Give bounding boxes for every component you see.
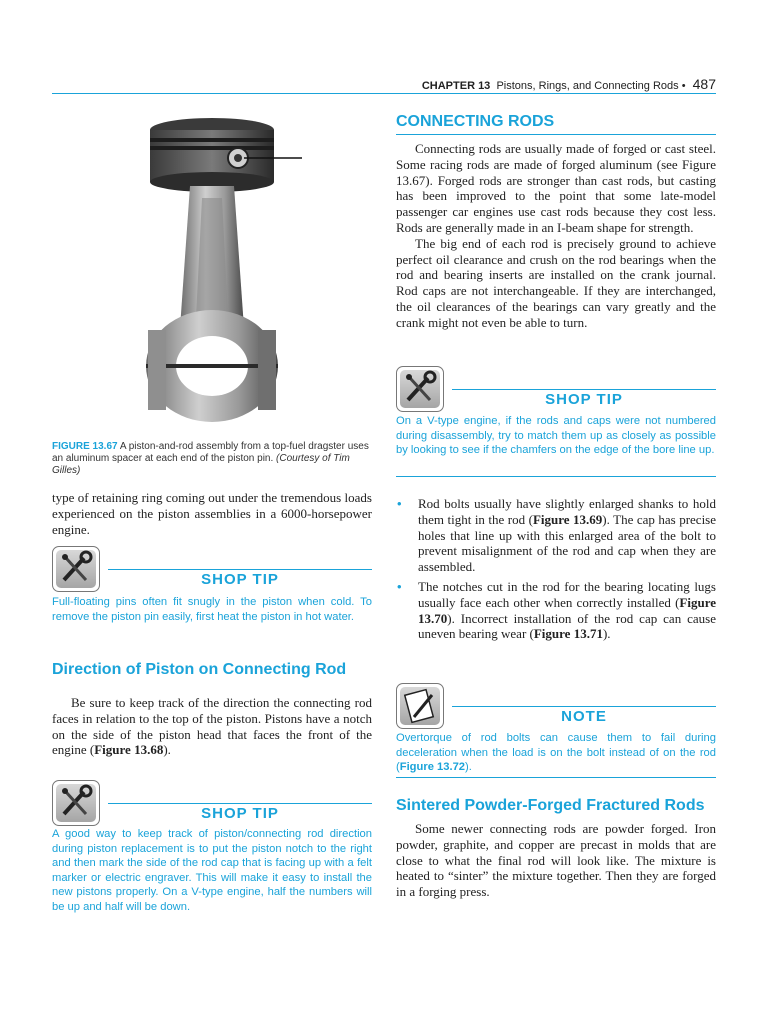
note-box [396, 683, 716, 781]
tip-rule [452, 389, 716, 390]
note-end: ). [465, 761, 472, 774]
left-intro-text: type of retaining ring coming out under the tremendous loads experienced on the piston assemblies in a 6000-horsepower engine. [52, 490, 372, 537]
section-heading: CONNECTING RODS [396, 113, 555, 130]
figure-caption-text: A piston-and-rod assembly from a top-fuel dragster uses an aluminum spacer at each end of the piston pin. [52, 441, 369, 464]
wrench-screwdriver-icon [52, 780, 100, 826]
bullet-list [396, 496, 716, 642]
shop-tip-2 [52, 780, 372, 920]
notepad-pencil-icon [396, 683, 444, 729]
figure-caption [52, 441, 370, 477]
piston-rod-photo [52, 108, 372, 430]
paragraph-1: Connecting rods are usually made of forged or cast steel. Some racing rods are made of forged aluminum (see Figure 13.67). Forged rods are stronger than cast rods, but casting has been improved to the point that some late-model passenger car engines use cast rods because they cost less. Rods are generally made in an I-beam shape for strength. [396, 141, 716, 235]
tip-text: Full-floating pins often fit snugly in the piston when cold. To remove the piston pin easily, first heat the piston in hot water. [52, 596, 372, 623]
tip-bottom-rule [396, 476, 716, 477]
chapter-label: CHAPTER 13 [421, 80, 491, 92]
note-title: NOTE [561, 708, 607, 725]
chapter-title: Pistons, Rings, and Connecting Rods [496, 80, 679, 92]
note-bottom-rule [396, 777, 716, 778]
left-intro [52, 490, 372, 537]
tip-title: SHOP TIP [201, 571, 279, 588]
note-text [396, 731, 716, 775]
bullet-text: ). Incorrect installation of the rod cap can cause uneven bearing wear ( [418, 610, 716, 642]
figure-ref: Figure 13.71 [533, 626, 603, 642]
wrench-screwdriver-icon [396, 366, 444, 412]
figure-credit: (Courtesy of Tim Gilles) [52, 453, 350, 476]
connecting-rods-section [396, 112, 716, 331]
shop-tip-1 [52, 546, 372, 642]
section-paragraph [52, 695, 372, 758]
header-rule [52, 93, 716, 94]
tip-title: SHOP TIP [201, 805, 279, 822]
paragraph-text: Be sure to keep track of the direction the connecting rod faces in relation to the top of the piston. Pistons have a notch on the side of the piston head that faces the front of the engine ( [52, 695, 372, 758]
running-header [400, 76, 716, 92]
bullet-dot: • [397, 496, 402, 511]
paragraph-2: The big end of each rod is precisely ground to achieve perfect oil clearance and crush on the rod bearings when the rod and bearing inserts are installed on the crank journal. Rod caps are not interchangeable. If they are interchanged, the oil clearances of the bearings can vary greatly and the crank might not even be able to turn. [396, 235, 716, 330]
tip-text: A good way to keep track of piston/connecting rod direction during piston replacement is to put the piston notch to the right and then mark the side of the rod cap that is facing up with a felt marker or electric engraver. This will make it easy to install the new pistons properly. On a V-type engine, half the numbers will be up and half will be down. [52, 828, 372, 913]
figure-ref: Figure 13.68 [94, 742, 164, 758]
bullet-text: Rod bolts usually have slightly enlarged shanks to hold them tight in the rod ( [418, 496, 716, 527]
note-rule [452, 706, 716, 707]
heading-rule [396, 134, 716, 135]
tip-rule [108, 803, 372, 804]
tip-text: On a V-type engine, if the rods and caps were not numbered during disassembly, try to match them up as closely as possible by looking to see if the chamfers on the edge of the bore line up. [396, 415, 716, 457]
list-item [396, 496, 716, 575]
header-separator: • [681, 80, 686, 92]
direction-section [52, 660, 372, 758]
section-heading: Sintered Powder-Forged Fractured Rods [396, 797, 705, 814]
bullet-dot: • [397, 578, 402, 594]
figure-ref: Figure 13.72 [399, 761, 466, 774]
figure-label: FIGURE 13.67 [52, 441, 118, 452]
bullet-text: ). The cap has precise holes that line up with this enlarged area of the bolt to prevent misalignment of the rod and cap when they are assembled. [418, 511, 717, 575]
bullet-text: The notches cut in the rod for the bearing locating lugs usually face each other when correctly installed ( [418, 578, 716, 610]
bullet-text: ). [602, 626, 611, 642]
shop-tip-3 [396, 366, 716, 478]
list-item [396, 579, 716, 642]
tip-title: SHOP TIP [545, 391, 623, 408]
section-heading: Direction of Piston on Connecting Rod [52, 661, 347, 678]
sintered-section [396, 796, 716, 900]
tip-rule [108, 569, 372, 570]
wrench-screwdriver-icon [52, 546, 100, 592]
note-body: Overtorque of rod bolts can cause them to fail during deceleration when the load is on the bolt instead of on the rod ( [396, 732, 716, 774]
figure-ref: Figure 13.70 [418, 594, 716, 626]
section-paragraph: Some newer connecting rods are powder forged. Iron powder, graphite, and copper are precast in molds that are close to what the final rod will look like. The mixture is heated to “sinter” the mixture together. Then they are forged in a forging press. [396, 821, 716, 900]
figure-ref: Figure 13.69 [532, 511, 603, 527]
paragraph-end: ). [163, 742, 171, 758]
page-number: 487 [692, 76, 716, 92]
